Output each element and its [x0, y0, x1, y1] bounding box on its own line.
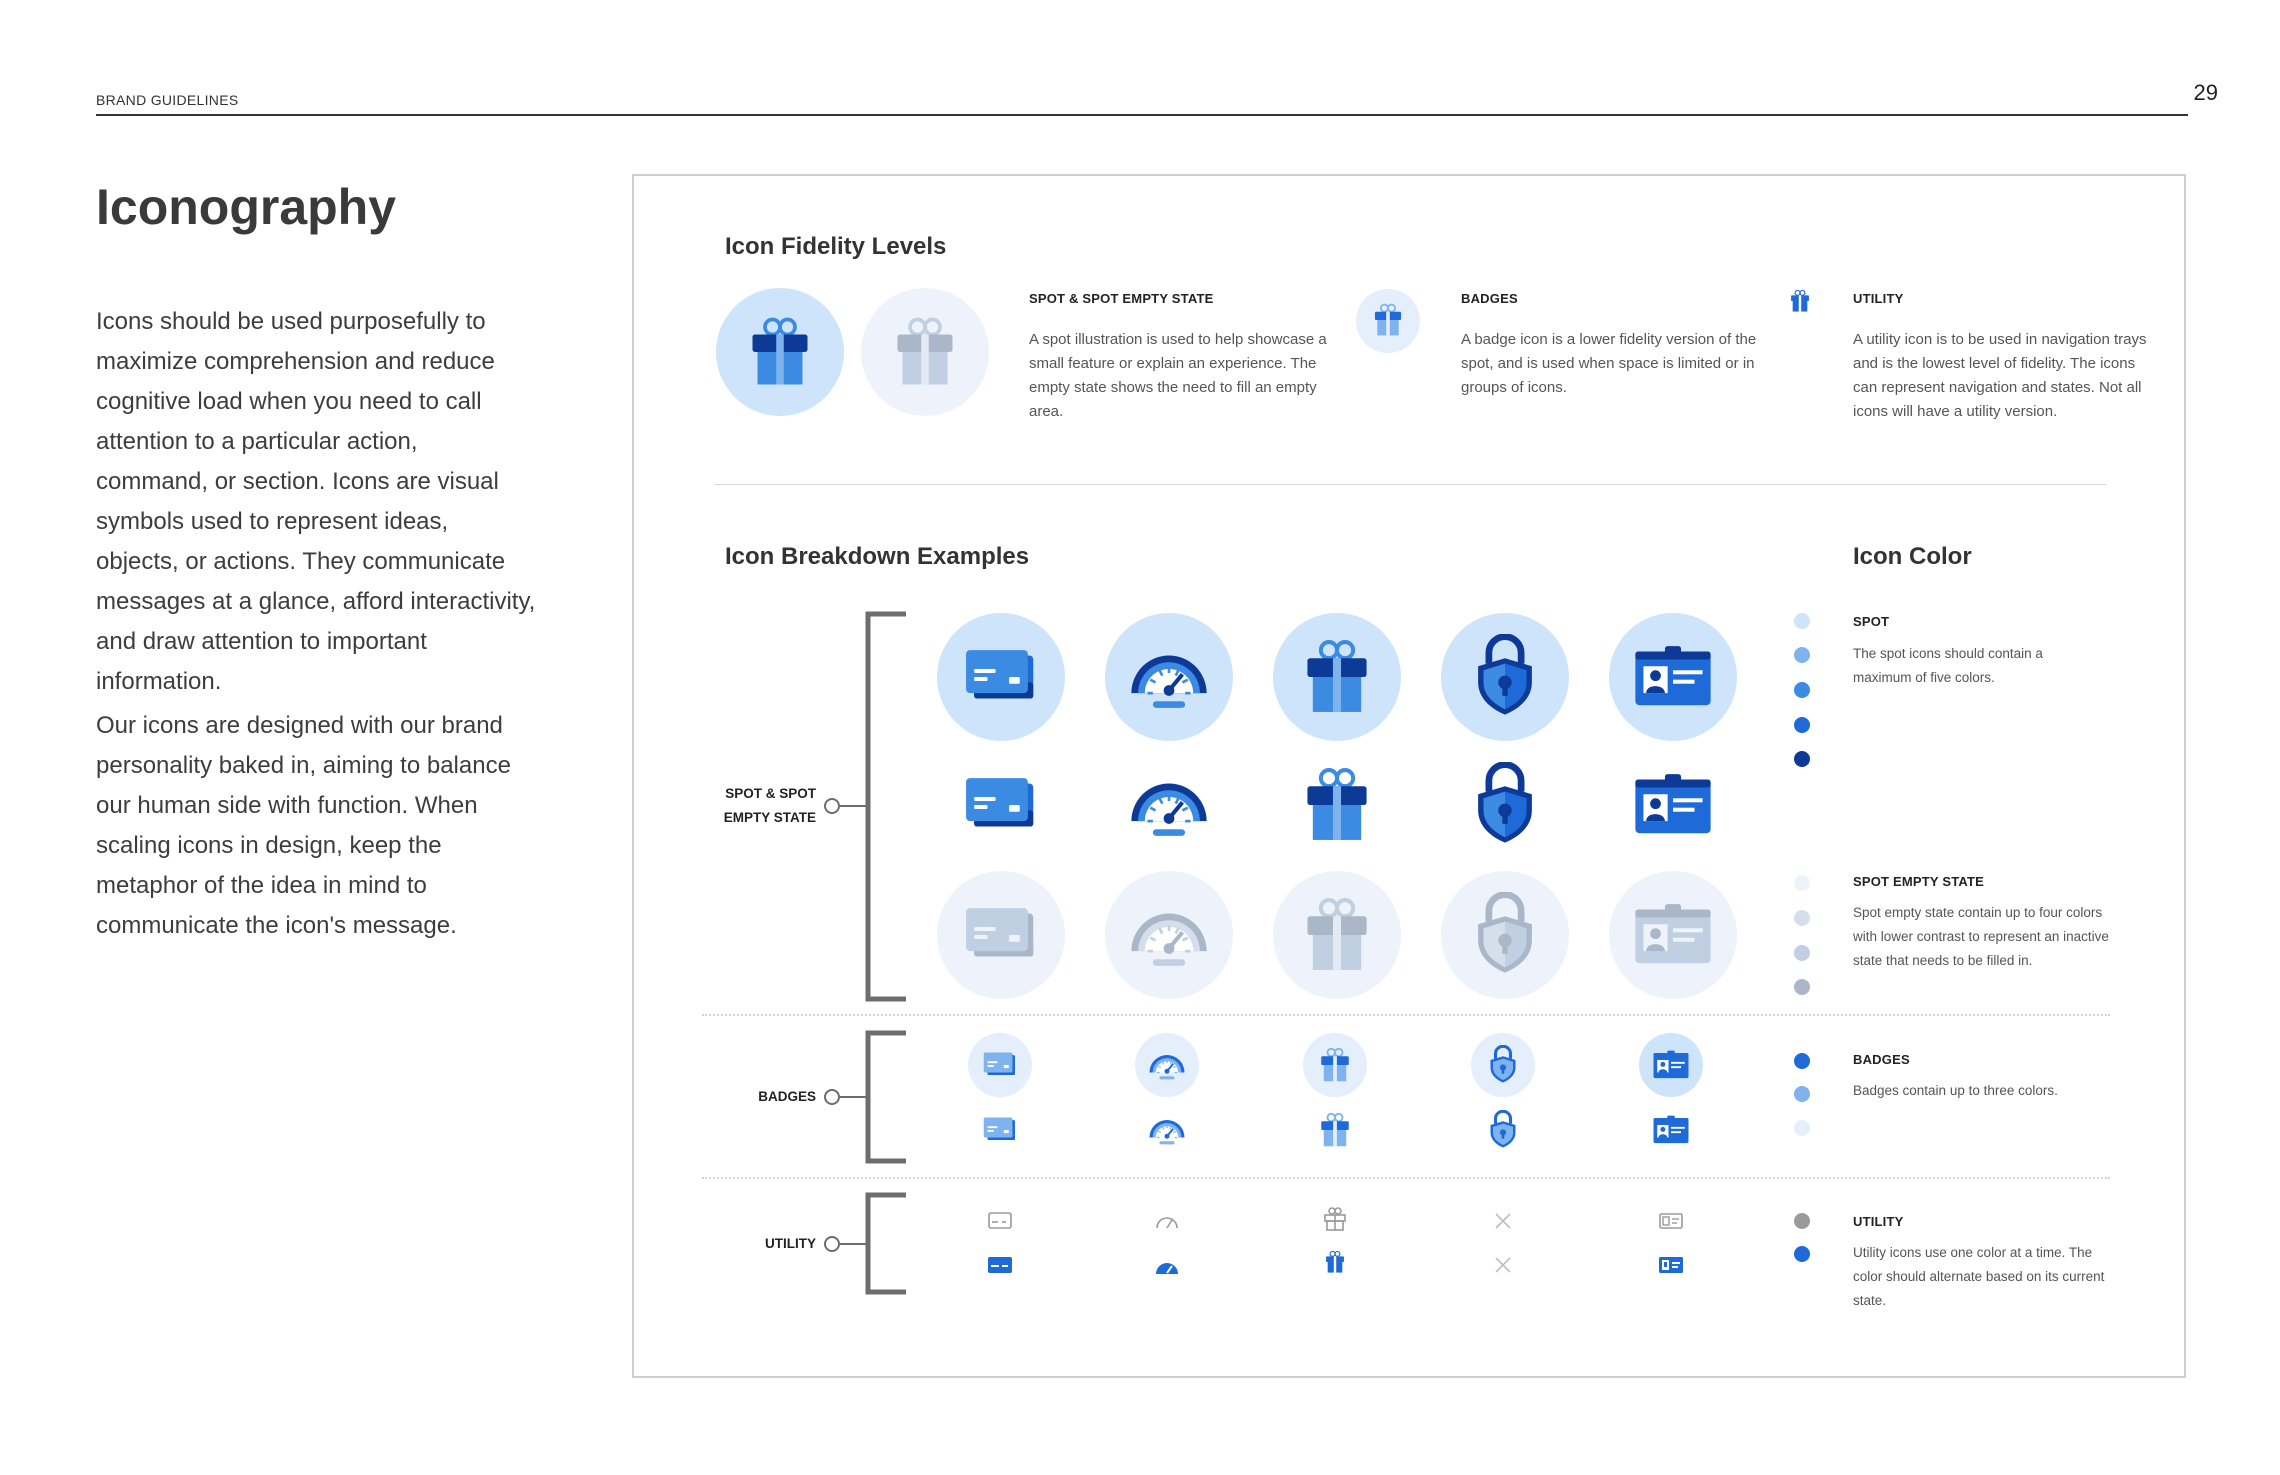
- fidelity-utility-text: A utility icon is to be used in navigation trays and is the lowest level of fidelity. The icons can represent navigation and states. Not all icons will have a utility version.: [1853, 331, 2147, 420]
- badge-gift-row-icon: [1302, 1032, 1368, 1098]
- spot-credit-card-plain-icon: [936, 740, 1066, 870]
- fidelity-badges-caption: BADGES: [1461, 291, 1518, 306]
- spot-gift-plain-icon: [1272, 740, 1402, 870]
- utility-color-swatches: [1793, 1212, 1813, 1267]
- header-rule: [96, 114, 2188, 116]
- empty-id-card-icon: [1608, 870, 1738, 1000]
- utility-swatch-dots: [1793, 1212, 1813, 1262]
- utility-id-card-filled-icon: [1658, 1252, 1684, 1278]
- badge-speedometer-plain-icon: [1134, 1097, 1200, 1163]
- badge-gift-plain-icon: [1302, 1097, 1368, 1163]
- spot-id-card-plain-icon: [1608, 740, 1738, 870]
- row-label-spot-line2: EMPTY STATE: [723, 810, 816, 825]
- badges-color-swatches: [1793, 1052, 1813, 1137]
- row-label-spot-line1: SPOT & SPOT: [725, 786, 816, 801]
- utility-id-card-outline-icon: [1658, 1208, 1684, 1234]
- utility-speedometer-filled-icon: [1154, 1252, 1180, 1278]
- spot-speedometer-icon: [1104, 612, 1234, 742]
- utility-gift-filled-icon: [1322, 1249, 1348, 1275]
- badge-shield-lock-plain-icon: [1470, 1097, 1536, 1163]
- utility-speedometer-outline-icon: [1154, 1208, 1180, 1234]
- spot-id-card-icon: [1608, 612, 1738, 742]
- badge-credit-card-icon: [967, 1032, 1033, 1098]
- brand-label: BRAND GUIDELINES: [96, 92, 239, 108]
- color-spot-caption: SPOT: [1853, 614, 1890, 629]
- row-label-spot: [700, 782, 816, 830]
- color-spot-empty-caption: SPOT EMPTY STATE: [1853, 874, 1985, 889]
- spot-empty-swatch-dots: [1793, 874, 1813, 994]
- row-label-badges: BADGES: [758, 1089, 816, 1104]
- badge-speedometer-icon: [1134, 1032, 1200, 1098]
- empty-credit-card-icon: [936, 870, 1066, 1000]
- spot-speedometer-plain-icon: [1104, 740, 1234, 870]
- color-badges-text: Badges contain up to three colors.: [1853, 1083, 2058, 1098]
- spot-color-swatches: [1793, 612, 1813, 767]
- breakdown-heading: Icon Breakdown Examples: [725, 543, 1030, 570]
- spot-credit-card-icon: [936, 612, 1066, 742]
- color-spot-empty-text: Spot empty state contain up to four colors with lower contrast to represent an inactive state that needs to be filled in.: [1853, 905, 2109, 968]
- empty-speedometer-icon: [1104, 870, 1234, 1000]
- brand-paragraph: Our icons are designed with our brand personality baked in, aiming to balance our human side with function. When scaling icons in design, keep the metaphor of the idea in mind to communicate the icon's message.: [96, 712, 511, 939]
- utility-credit-card-outline-icon: [987, 1208, 1013, 1234]
- dotted-separator-2: [702, 1177, 2110, 1179]
- utility-close-light-icon: [1490, 1252, 1516, 1278]
- dotted-separator-1: [702, 1014, 2110, 1016]
- spot-gift-illustration: [714, 286, 846, 418]
- fidelity-spot-caption: SPOT & SPOT EMPTY STATE: [1029, 291, 1214, 306]
- spot-empty-gift-illustration: [859, 286, 991, 418]
- spot-swatch-dots: [1793, 612, 1813, 762]
- fidelity-heading: Icon Fidelity Levels: [725, 233, 947, 260]
- spot-gift-icon: [1272, 612, 1402, 742]
- badge-gift-icon: [1355, 288, 1421, 354]
- page-number: 29: [2193, 80, 2218, 105]
- color-badges-caption: BADGES: [1853, 1052, 1910, 1067]
- color-spot-text: The spot icons should contain a maximum of five colors.: [1853, 646, 2043, 685]
- spot-shield-lock-plain-icon: [1440, 740, 1570, 870]
- fidelity-spot-text: A spot illustration is used to help showcase a small feature or explain an experience. The empty state shows the need to fill an empty area.: [1029, 331, 1327, 420]
- utility-gift-icon: [1787, 288, 1813, 314]
- row-label-utility: UTILITY: [765, 1236, 816, 1251]
- intro-paragraph: Icons should be used purposefully to maximize comprehension and reduce cognitive load when you need to call attention to a particular action, command, or section. Icons are visual symbols used to represent ideas, objects, or actions. They communicate messages at a glance, afford interactivity, and draw attention to important information.: [96, 308, 536, 695]
- utility-close-icon: [1490, 1208, 1516, 1234]
- fidelity-utility-caption: UTILITY: [1853, 291, 1904, 306]
- badges-swatch-dots: [1793, 1052, 1813, 1132]
- color-utility-caption: UTILITY: [1853, 1214, 1904, 1229]
- badge-id-card-icon: [1638, 1032, 1704, 1098]
- icon-color-heading: Icon Color: [1853, 543, 1972, 570]
- utility-credit-card-filled-icon: [987, 1252, 1013, 1278]
- badge-credit-card-plain-icon: [967, 1097, 1033, 1163]
- badge-shield-lock-icon: [1470, 1032, 1536, 1098]
- page-title: Iconography: [96, 179, 397, 235]
- empty-shield-lock-icon: [1440, 870, 1570, 1000]
- badge-id-card-plain-icon: [1638, 1097, 1704, 1163]
- section-divider: [714, 484, 2106, 485]
- spot-shield-lock-icon: [1440, 612, 1570, 742]
- spot-empty-color-swatches: [1793, 874, 1813, 999]
- empty-gift-icon: [1272, 870, 1402, 1000]
- fidelity-badges-text: A badge icon is a lower fidelity version of the spot, and is used when space is limited or in groups of icons.: [1461, 331, 1757, 396]
- utility-gift-outline-icon: [1322, 1206, 1348, 1232]
- color-utility-text: Utility icons use one color at a time. The color should alternate based on its current state.: [1853, 1245, 2105, 1308]
